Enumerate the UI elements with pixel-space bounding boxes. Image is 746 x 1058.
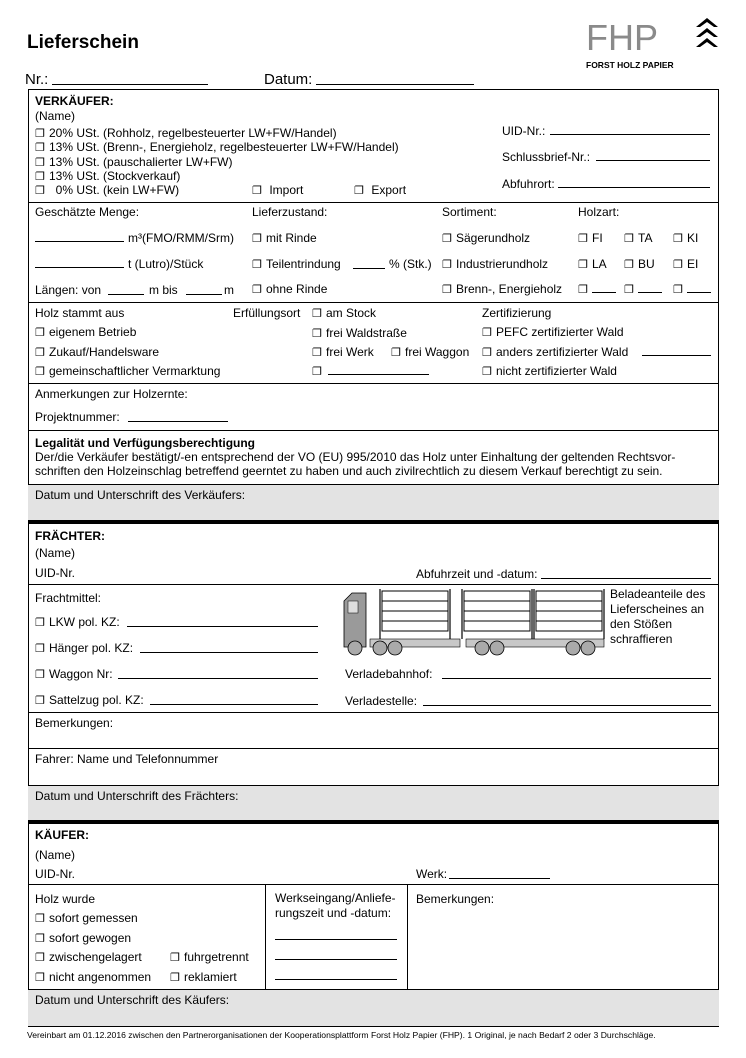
divider — [28, 989, 719, 990]
checkbox-icon: ❐ — [252, 185, 262, 197]
holzart-fi-option[interactable]: ❐ FI — [578, 231, 603, 245]
footer-note: Vereinbart am 01.12.2016 zwischen den Partnerorganisationen der Kooperationsplattform Forst Holz Papier (FHP). 1 Original, je nach Bedarf 2 oder 3 Durchschläge. — [27, 1030, 656, 1040]
legal-text-line2: schriften den Holzeinschlag betreffend geerntet zu haben und auch zivilrechtlich zu diesem Verkauf berechtigt zu sein. — [35, 464, 663, 478]
erfuellungsort-other-field[interactable] — [328, 374, 429, 375]
vat-13-pausch-option[interactable]: ❐ 13% USt. (pauschalierter LW+FW) — [35, 155, 233, 169]
werk-field[interactable] — [449, 878, 550, 879]
zukauf-option[interactable]: ❐ Zukauf/Handelsware — [35, 345, 160, 359]
checkbox-icon: ❐ — [35, 347, 45, 359]
vat-0-option[interactable]: ❐ 0% USt. (kein LW+FW) — [35, 183, 180, 197]
seller-heading: VERKÄUFER: — [35, 94, 114, 108]
fahrer-label: Fahrer: Name und Telefonnummer — [35, 752, 219, 766]
nicht-zert-option[interactable]: ❐ nicht zertifizierter Wald — [482, 364, 617, 378]
anders-option[interactable]: ❐ anders zertifizierter Wald — [482, 345, 629, 359]
holzart-label: Holzart: — [578, 205, 620, 219]
checkbox-icon: ❐ — [578, 284, 588, 296]
fhp-logo — [586, 18, 726, 77]
checkbox-icon: ❐ — [35, 952, 45, 964]
abfuhrzeit-label: Abfuhrzeit und -datum: — [416, 567, 538, 581]
truck-illustration[interactable] — [342, 587, 606, 664]
sattelzug-field[interactable] — [150, 704, 318, 705]
schlussbrief-label: Schlussbrief-Nr.: — [502, 150, 591, 164]
laenge-von-field[interactable] — [108, 294, 144, 295]
anmerkungen-label: Anmerkungen zur Holzernte: — [35, 387, 188, 401]
werkseingang-field-1[interactable] — [275, 939, 397, 940]
holzart-la-option[interactable]: ❐ LA — [578, 257, 607, 271]
checkbox-icon: ❐ — [442, 284, 452, 296]
checkbox-icon: ❐ — [35, 933, 45, 945]
erfuellungsort-label: Erfüllungsort — [233, 306, 301, 320]
checkbox-icon: ❐ — [35, 695, 45, 707]
waggon-option[interactable]: ❐ Waggon Nr: — [35, 667, 113, 681]
divider — [28, 383, 719, 384]
divider — [28, 202, 719, 203]
holz-wurde-label: Holz wurde — [35, 892, 96, 906]
reklamiert-option[interactable]: ❐ reklamiert — [170, 970, 237, 984]
werk-label: Werk: — [416, 867, 448, 881]
divider — [28, 584, 719, 585]
verladebahnhof-label: Verladebahnhof: — [345, 667, 433, 681]
buyer-name-label: (Name) — [35, 848, 76, 862]
checkbox-icon: ❐ — [35, 669, 45, 681]
buyer-uid-label: UID-Nr. — [35, 867, 75, 881]
vat-13-stock-option[interactable]: ❐ 13% USt. (Stockverkauf) — [35, 169, 181, 183]
checkbox-icon: ❐ — [482, 366, 492, 378]
verladebahnhof-field[interactable] — [442, 678, 711, 679]
divider — [28, 712, 719, 713]
anders-field[interactable] — [642, 355, 711, 356]
frei-waldstrasse-option[interactable]: ❐ frei Waldstraße — [312, 326, 407, 340]
legal-heading: Legalität und Verfügungsberechtigung — [35, 436, 256, 450]
checkbox-icon: ❐ — [35, 185, 45, 197]
sofort-gemessen-option[interactable]: ❐ sofort gemessen — [35, 911, 138, 925]
zertifizierung-label: Zertifizierung — [482, 306, 552, 320]
checkbox-icon: ❐ — [170, 952, 180, 964]
carrier-uid-label: UID-Nr. — [35, 566, 75, 580]
logo-text: FHP — [586, 18, 658, 58]
frachtmittel-label: Frachtmittel: — [35, 591, 102, 605]
haenger-field[interactable] — [140, 652, 318, 653]
frei-werk-option[interactable]: ❐ frei Werk — [312, 345, 374, 359]
lieferzustand-label: Lieferzustand: — [252, 205, 328, 219]
checkbox-icon: ❐ — [442, 233, 452, 245]
verladestelle-label: Verladestelle: — [345, 694, 418, 708]
checkbox-icon: ❐ — [312, 328, 322, 340]
checkbox-icon: ❐ — [35, 972, 45, 984]
vat-20-option[interactable]: ❐ 20% USt. (Rohholz, regelbesteuerter LW+FW/Handel) — [35, 126, 337, 140]
checkbox-icon: ❐ — [35, 327, 45, 339]
carrier-heading: FRÄCHTER: — [35, 529, 105, 543]
zwischengelagert-option[interactable]: ❐ zwischengelagert — [35, 950, 142, 964]
checkbox-icon: ❐ — [35, 366, 45, 378]
holz-stammt-label: Holz stammt aus — [35, 306, 125, 320]
buyer-heading: KÄUFER: — [35, 828, 89, 842]
werkseingang-label: Werkseingang/Anliefe- rungszeit und -datum: — [275, 891, 396, 920]
checkbox-icon: ❐ — [578, 233, 588, 245]
pefc-option[interactable]: ❐ PEFC zertifizierter Wald — [482, 325, 624, 339]
divider — [28, 785, 719, 786]
nr-field[interactable] — [52, 84, 208, 85]
import-option[interactable]: ❐ Import — [252, 183, 304, 197]
nicht-angenommen-option[interactable]: ❐ nicht angenommen — [35, 970, 152, 984]
buyer-signature-label: Datum und Unterschrift des Käufers: — [35, 993, 230, 1007]
lkw-option[interactable]: ❐ LKW pol. KZ: — [35, 615, 120, 629]
checkbox-icon: ❐ — [252, 259, 262, 271]
nr-label: Nr.: — [25, 71, 49, 88]
projektnummer-field[interactable] — [128, 421, 228, 422]
sortiment-label: Sortiment: — [442, 205, 497, 219]
holzart-other-2[interactable] — [624, 282, 638, 296]
divider — [28, 430, 719, 431]
projektnummer-label: Projektnummer: — [35, 410, 120, 424]
mit-rinde-option[interactable]: ❐ mit Rinde — [252, 231, 317, 245]
saegerundholz-option[interactable]: ❐ Sägerundholz — [442, 231, 531, 245]
checkbox-icon: ❐ — [442, 259, 452, 271]
menge-fmo-field[interactable] — [35, 241, 124, 242]
waggon-field[interactable] — [118, 678, 318, 679]
checkbox-icon: ❐ — [624, 233, 634, 245]
fuhrgetrennt-option[interactable]: ❐ fuhrgetrennt — [170, 950, 249, 964]
checkbox-icon: ❐ — [624, 259, 634, 271]
checkbox-icon: ❐ — [482, 347, 492, 359]
checkbox-icon: ❐ — [35, 617, 45, 629]
holzart-other-2-field[interactable] — [638, 292, 662, 293]
datum-label: Datum: — [264, 71, 313, 88]
export-option[interactable]: ❐ Export — [354, 183, 407, 197]
datum-field[interactable] — [316, 84, 474, 85]
checkbox-icon: ❐ — [35, 128, 45, 140]
checkbox-icon: ❐ — [312, 347, 322, 359]
laenge-bis-field[interactable] — [186, 294, 222, 295]
verladestelle-field[interactable] — [423, 705, 711, 706]
checkbox-icon: ❐ — [170, 972, 180, 984]
m-label: m — [224, 283, 234, 297]
holzart-ki-option[interactable]: ❐ KI — [673, 231, 699, 245]
uid-label: UID-Nr.: — [502, 124, 546, 138]
column-divider — [407, 884, 408, 989]
checkbox-icon: ❐ — [312, 366, 322, 378]
divider — [28, 302, 719, 303]
checkbox-icon: ❐ — [35, 171, 45, 183]
checkbox-icon: ❐ — [624, 284, 634, 296]
beladeanteile-text: Beladeanteile des Lieferscheines an den Stößen schraffieren — [610, 587, 706, 646]
divider — [28, 884, 719, 885]
checkbox-icon: ❐ — [35, 913, 45, 925]
column-divider — [265, 884, 266, 989]
haenger-option[interactable]: ❐ Hänger pol. KZ: — [35, 641, 134, 655]
abfuhrort-field[interactable] — [558, 187, 710, 188]
gemeinschaft-option[interactable]: ❐ gemeinschaftlicher Vermarktung — [35, 364, 221, 378]
holzart-ei-option[interactable]: ❐ EI — [673, 257, 699, 271]
frei-waggon-option[interactable]: ❐ frei Waggon — [391, 345, 470, 359]
holzart-other-1[interactable] — [578, 282, 592, 296]
uid-field[interactable] — [550, 134, 710, 135]
ohne-rinde-option[interactable]: ❐ ohne Rinde — [252, 282, 328, 296]
werkseingang-field-2[interactable] — [275, 959, 397, 960]
carrier-signature-label: Datum und Unterschrift des Frächters: — [35, 789, 239, 803]
checkbox-icon: ❐ — [578, 259, 588, 271]
checkbox-icon: ❐ — [252, 233, 262, 245]
holzart-other-3[interactable] — [673, 282, 687, 296]
holzart-bu-option[interactable]: ❐ BU — [624, 257, 655, 271]
buyer-bemerkungen-label: Bemerkungen: — [416, 892, 495, 906]
schlussbrief-field[interactable] — [596, 160, 710, 161]
checkbox-icon: ❐ — [673, 284, 683, 296]
brenn-option[interactable]: ❐ Brenn-, Energieholz — [442, 282, 563, 296]
logo-subtitle: FORST HOLZ PAPIER — [586, 60, 674, 70]
lkw-field[interactable] — [127, 626, 318, 627]
legal-text-line1: Der/die Verkäufer bestätigt/-en entsprechend der VO (EU) 995/2010 das Holz unter Einhaltung der geltenden Rechtsvor- — [35, 450, 676, 464]
werkseingang-field-3[interactable] — [275, 979, 397, 980]
stk-label: % (Stk.) — [389, 257, 432, 271]
checkbox-icon: ❐ — [391, 347, 401, 359]
laengen-von-label: Längen: von — [35, 283, 102, 297]
seller-signature-label: Datum und Unterschrift des Verkäufers: — [35, 488, 246, 502]
divider — [28, 748, 719, 749]
page-title: Lieferschein — [27, 32, 139, 53]
carrier-name-label: (Name) — [35, 546, 76, 560]
lutro-unit: t (Lutro)/Stück — [128, 257, 204, 271]
fmo-unit: m³(FMO/RMM/Srm) — [128, 231, 234, 245]
am-stock-option[interactable]: ❐ am Stock — [312, 306, 377, 320]
checkbox-icon: ❐ — [354, 185, 364, 197]
checkbox-icon: ❐ — [35, 157, 45, 169]
checkbox-icon: ❐ — [482, 327, 492, 339]
holzart-other-3-field[interactable] — [687, 292, 711, 293]
holzart-other-1-field[interactable] — [592, 292, 616, 293]
teilentrindung-field[interactable] — [353, 268, 385, 269]
checkbox-icon: ❐ — [673, 259, 683, 271]
teilentrindung-option[interactable]: ❐ Teilentrindung — [252, 257, 341, 271]
holzart-ta-option[interactable]: ❐ TA — [624, 231, 653, 245]
checkbox-icon: ❐ — [312, 308, 322, 320]
sofort-gewogen-option[interactable]: ❐ sofort gewogen — [35, 931, 132, 945]
checkbox-icon: ❐ — [35, 643, 45, 655]
abfuhrort-label: Abfuhrort: — [502, 177, 555, 191]
sattelzug-option[interactable]: ❐ Sattelzug pol. KZ: — [35, 693, 144, 707]
menge-label: Geschätzte Menge: — [35, 205, 140, 219]
m-bis-label: m bis — [149, 283, 178, 297]
industrierundholz-option[interactable]: ❐ Industrierundholz — [442, 257, 549, 271]
carrier-bemerkungen-label: Bemerkungen: — [35, 716, 114, 730]
abfuhrzeit-field[interactable] — [541, 578, 711, 579]
erfuellungsort-other[interactable] — [312, 364, 326, 378]
checkbox-icon: ❐ — [252, 284, 262, 296]
menge-lutro-field[interactable] — [35, 267, 124, 268]
eigenem-option[interactable]: ❐ eigenem Betrieb — [35, 325, 137, 339]
checkbox-icon: ❐ — [673, 233, 683, 245]
checkbox-icon: ❐ — [35, 142, 45, 154]
vat-13-brenn-option[interactable]: ❐ 13% USt. (Brenn-, Energieholz, regelbesteuerter LW+FW/Handel) — [35, 140, 399, 154]
seller-name-label: (Name) — [35, 109, 76, 123]
divider — [28, 484, 719, 485]
